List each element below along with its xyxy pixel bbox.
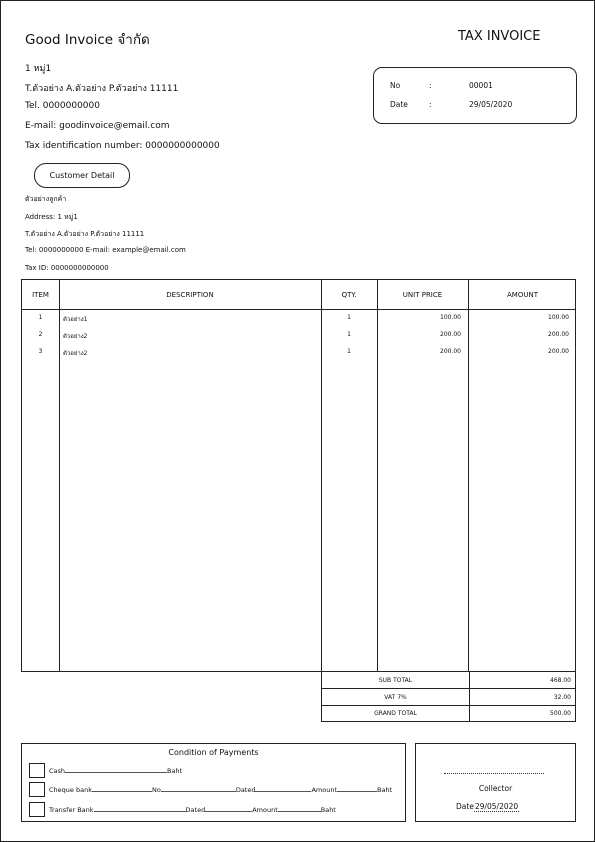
payment-conditions-box	[21, 743, 406, 822]
cheque-amount-label: Amount	[311, 786, 338, 794]
cheque-amount-blank[interactable]	[337, 786, 377, 792]
header-unit-price: UNIT PRICE	[402, 290, 443, 299]
transfer-baht-label: Baht	[320, 806, 336, 814]
row-description: ตัวอย่าง2	[63, 350, 88, 357]
cash-label: Cash	[49, 767, 66, 775]
header-qty: QTY.	[341, 290, 357, 299]
customer-detail-button[interactable]: Customer Detail	[34, 163, 130, 188]
customer-contact: Tel: 0000000000 E-mail: example@email.com	[25, 246, 186, 254]
invoice-date-colon: :	[429, 100, 432, 109]
row-unit-price: 100.00	[440, 314, 461, 321]
header-amount: AMOUNT	[507, 290, 538, 299]
customer-address: Address: 1 หมู่1	[25, 213, 78, 221]
vat-label: VAT 7%	[384, 694, 407, 701]
row-item: 3	[38, 348, 43, 355]
cheque-no-blank[interactable]	[161, 786, 236, 792]
column-divider	[321, 280, 322, 671]
customer-name: ตัวอย่างลูกค้า	[25, 195, 67, 203]
row-description: ตัวอย่าง2	[63, 333, 88, 340]
row-description: ตัวอย่าง1	[63, 316, 88, 323]
transfer-label: Transfer Bank	[49, 806, 94, 814]
transfer-bank-blank[interactable]	[94, 806, 186, 812]
column-divider	[59, 280, 60, 671]
signature-line[interactable]	[444, 773, 544, 774]
grand-total-row	[322, 706, 577, 721]
collector-box	[415, 743, 576, 822]
collector-date-line	[456, 802, 519, 812]
row-unit-price: 200.00	[440, 348, 461, 355]
cheque-bank-blank[interactable]	[92, 786, 152, 792]
header-item: ITEM	[32, 290, 49, 299]
cash-blank[interactable]	[65, 767, 167, 773]
grand-total-label: GRAND TOTAL	[374, 710, 417, 717]
transfer-checkbox[interactable]	[29, 802, 45, 817]
totals-table	[321, 672, 576, 722]
cheque-dated-label: Dated	[235, 786, 256, 794]
cheque-line	[49, 786, 392, 794]
invoice-date-label: Date	[390, 100, 408, 109]
company-address-line2: T.ตัวอย่าง A.ตัวอย่าง P.ตัวอย่าง 11111	[25, 84, 179, 94]
column-divider	[468, 280, 469, 671]
items-table	[21, 279, 576, 672]
invoice-date-value: 29/05/2020	[469, 100, 513, 109]
collector-date-value: 29/05/2020	[474, 802, 519, 811]
transfer-line	[49, 806, 336, 814]
row-unit-price: 200.00	[440, 331, 461, 338]
subtotal-value: 468.00	[550, 677, 571, 684]
subtotal-row	[322, 672, 577, 689]
invoice-meta-box	[373, 67, 577, 124]
row-amount: 100.00	[548, 314, 569, 321]
row-amount: 200.00	[548, 348, 569, 355]
company-email: E-mail: goodinvoice@email.com	[25, 121, 170, 131]
customer-tax-id: Tax ID: 0000000000000	[25, 264, 109, 272]
invoice-no-label: No	[390, 81, 401, 90]
subtotal-label: SUB TOTAL	[378, 677, 413, 684]
cheque-checkbox[interactable]	[29, 782, 45, 797]
row-item: 1	[38, 314, 43, 321]
company-tax-id: Tax identification number: 0000000000000	[25, 141, 220, 151]
cheque-date-blank[interactable]	[255, 786, 311, 792]
document-title: TAX INVOICE	[458, 29, 541, 44]
customer-area: T.ตัวอย่าง A.ตัวอย่าง P.ตัวอย่าง 11111	[25, 230, 145, 238]
invoice-no-colon: :	[429, 81, 432, 90]
company-tel: Tel. 0000000000	[25, 101, 100, 111]
cheque-no-label: No	[151, 786, 161, 794]
collector-date-label: Date	[456, 802, 474, 811]
collector-label: Collector	[478, 784, 513, 793]
vat-row	[322, 689, 577, 706]
column-divider	[377, 280, 378, 671]
transfer-dated-label: Dated	[185, 806, 206, 814]
transfer-date-blank[interactable]	[205, 806, 252, 812]
cheque-label: Cheque bank	[49, 786, 92, 794]
company-name: Good Invoice จำกัด	[25, 32, 150, 48]
cash-line	[49, 767, 182, 775]
row-qty: 1	[347, 314, 351, 321]
row-qty: 1	[347, 348, 351, 355]
transfer-amount-label: Amount	[252, 806, 278, 814]
table-header-divider	[22, 309, 575, 310]
cash-baht-label: Baht	[167, 767, 183, 775]
cheque-baht-label: Baht	[377, 786, 393, 794]
row-qty: 1	[347, 331, 351, 338]
header-description: DESCRIPTION	[166, 290, 214, 299]
vat-value: 32.00	[553, 694, 571, 701]
company-address-line1: 1 หมู่1	[25, 64, 52, 74]
cash-checkbox[interactable]	[29, 763, 45, 778]
row-amount: 200.00	[548, 331, 569, 338]
grand-total-value: 500.00	[550, 710, 571, 717]
payment-title: Condition of Payments	[168, 748, 259, 757]
transfer-amount-blank[interactable]	[278, 806, 321, 812]
row-item: 2	[38, 331, 43, 338]
invoice-no-value: 00001	[469, 81, 493, 90]
